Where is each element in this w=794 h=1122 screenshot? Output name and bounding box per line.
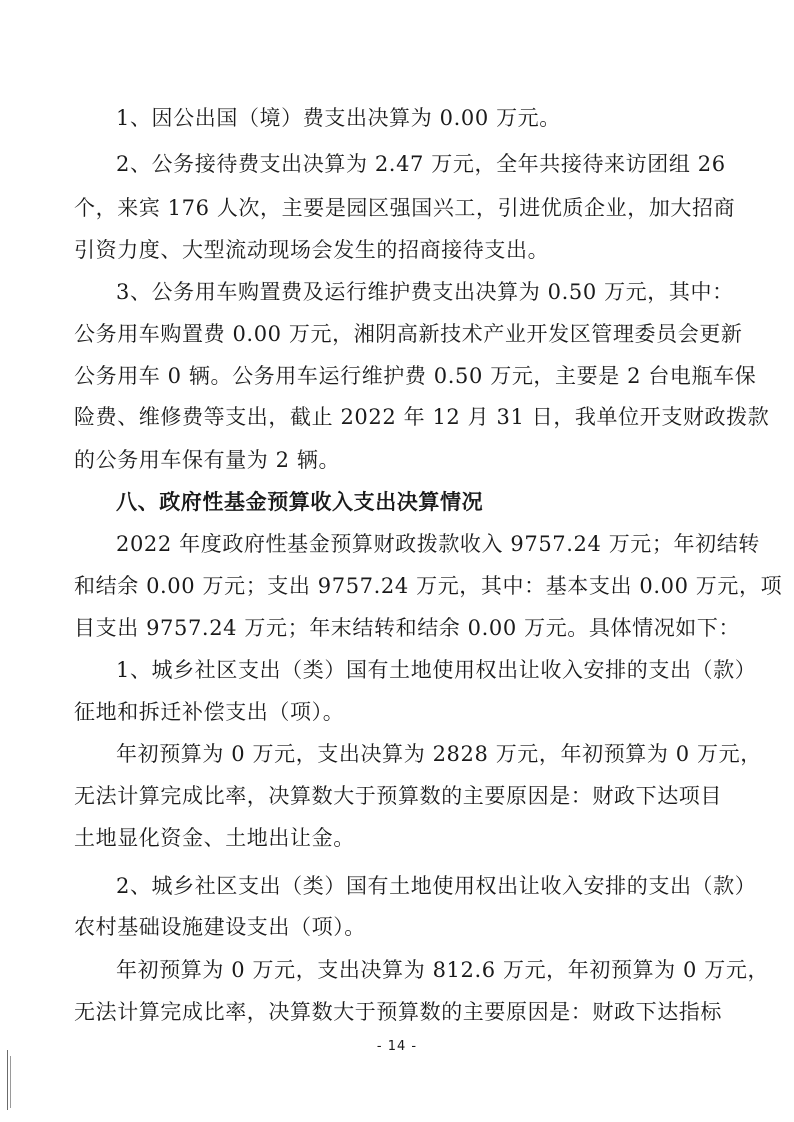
paragraph-line: 农村基础设施建设支出（项）。	[74, 915, 366, 939]
paragraph-line: 1、因公出国（境）费支出决算为 0.00 万元。	[116, 106, 561, 130]
paragraph-line: 1、城乡社区支出（类）国有土地使用权出让收入安排的支出（款）	[116, 658, 757, 682]
binding-edge-mark	[7, 1050, 8, 1110]
paragraph-line: 目支出 9757.24 万元；年末结转和结余 0.00 万元。具体情况如下：	[74, 616, 741, 640]
paragraph-line: 3、公务用车购置费及运行维护费支出决算为 0.50 万元，其中：	[116, 280, 734, 304]
paragraph-line: 和结余 0.00 万元；支出 9757.24 万元，其中：基本支出 0.00 万元，项	[74, 574, 783, 598]
paragraph-line: 2、城乡社区支出（类）国有土地使用权出让收入安排的支出（款）	[116, 874, 757, 898]
paragraph-line: 险费、维修费等支出，截止 2022 年 12 月 31 日，我单位开支财政拨款	[74, 405, 770, 429]
paragraph-line: 无法计算完成比率，决算数大于预算数的主要原因是：财政下达指标	[74, 1000, 722, 1024]
paragraph-line: 年初预算为 0 万元，支出决算为 2828 万元，年初预算为 0 万元，	[116, 742, 762, 766]
binding-edge-mark	[10, 1056, 11, 1108]
paragraph-line: 公务用车 0 辆。公务用车运行维护费 0.50 万元，主要是 2 台电瓶车保	[74, 364, 757, 388]
page-number: - 14 -	[376, 1039, 418, 1054]
paragraph-line: 土地显化资金、土地出让金。	[74, 826, 355, 850]
paragraph-line: 的公务用车保有量为 2 辆。	[74, 448, 341, 472]
paragraph-line: 引资力度、大型流动现场会发生的招商接待支出。	[74, 238, 550, 262]
paragraph-line: 无法计算完成比率，决算数大于预算数的主要原因是：财政下达项目	[74, 784, 722, 808]
paragraph-line: 2、公务接待费支出决算为 2.47 万元，全年共接待来访团组 26	[116, 152, 726, 176]
paragraph-line: 征地和拆迁补偿支出（项）。	[74, 700, 345, 724]
paragraph-line: 公务用车购置费 0.00 万元，湘阴高新技术产业开发区管理委员会更新	[74, 322, 743, 346]
paragraph-line: 年初预算为 0 万元，支出决算为 812.6 万元，年初预算为 0 万元，	[116, 958, 770, 982]
paragraph-line: 个，来宾 176 人次，主要是园区强国兴工，引进优质企业，加大招商	[74, 196, 736, 220]
paragraph-line: 2022 年度政府性基金预算财政拨款收入 9757.24 万元；年初结转	[116, 532, 760, 556]
section-heading: 八、政府性基金预算收入支出决算情况	[116, 490, 484, 514]
